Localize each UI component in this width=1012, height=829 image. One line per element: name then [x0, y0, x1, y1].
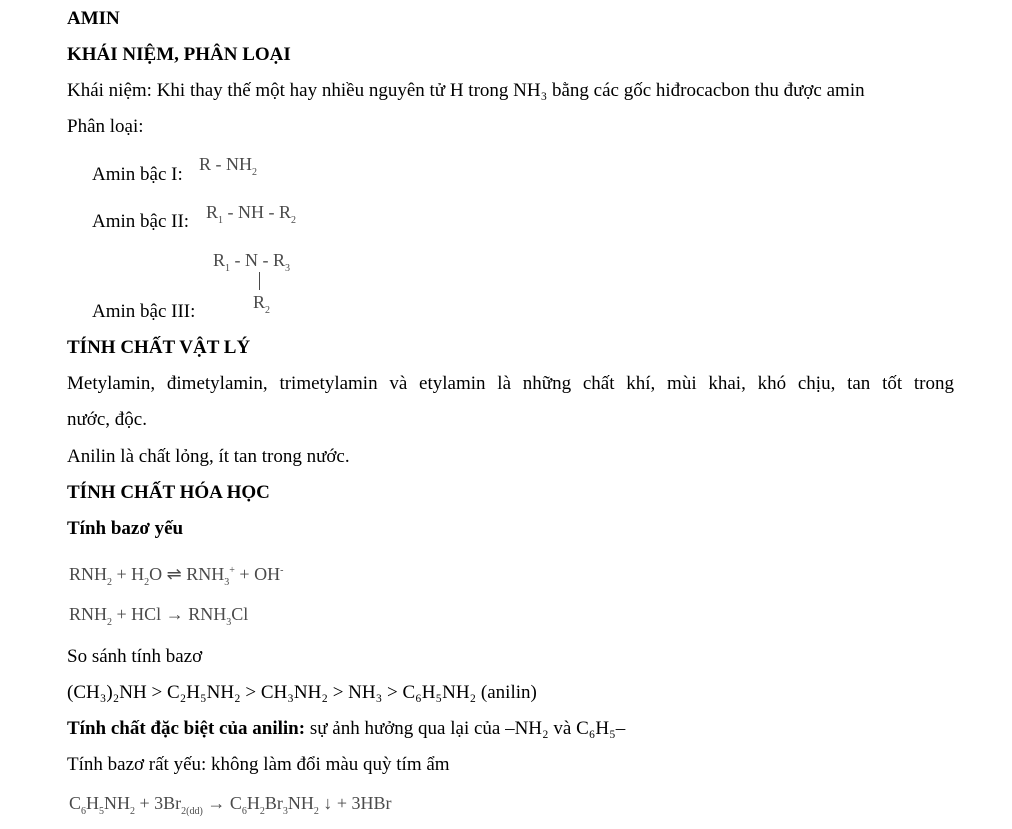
classification-label: Phân loại: [67, 116, 144, 137]
amine-type-3-formula-bottom: $R_2$ [253, 292, 271, 316]
definition-text: Khái niệm: Khi thay thế một hay nhiều nguyên tử H trong NH₃ bằng các gốc hiđrocacbon thu được amin [67, 80, 865, 101]
section-heading-physical: TÍNH CHẤT VẬT LÝ [67, 337, 251, 358]
amine-type-3-bond [259, 272, 260, 290]
physical-paragraph-line-1: Metylamin, đimetylamin, trimetylamin và etylamin là những chất khí, mùi khai, khó chịu, tan tốt trong [67, 373, 954, 394]
reaction-arrow-icon: → [202, 793, 230, 813]
equilibrium-arrow-icon: ⇌ [166, 564, 182, 584]
base-strength-order: (CH₃)₂NH > C₂H₅NH₂ > CH₃NH₂ > NH₃ > C₆H₅NH₂ (anilin) [67, 682, 537, 703]
physical-paragraph-line-2: nước, độc. [67, 409, 147, 430]
reaction-arrow-icon: → [165, 604, 184, 624]
amine-type-2-label: Amin bậc II: [92, 211, 190, 232]
amine-type-2-formula: $R_1$ - NH - $R_2$ [206, 202, 297, 226]
amine-type-3-label: Amin bậc III: [92, 301, 196, 322]
amine-type-1-formula: R - $NH_2$ [199, 154, 257, 178]
equation-amine-hcl: $RNH_2$ + HCl → $RNH_3Cl$ [69, 604, 249, 628]
equation-aniline-bromine: $C_6H_5NH_2 + 3Br_{2(dd)} \to C_6H_2Br_3NH_2$ ↓ + 3HBr [69, 793, 392, 817]
section-heading-definition: KHÁI NIỆM, PHÂN LOẠI [67, 44, 291, 65]
compare-base-label: So sánh tính bazơ [67, 646, 203, 667]
page-title: AMIN [67, 8, 120, 29]
amine-type-3-formula-top: $R_1$ - N - $R_3$ [213, 250, 291, 274]
section-heading-chemical: TÍNH CHẤT HÓA HỌC [67, 482, 270, 503]
equation-amine-water: $RNH_2 + H_2O$ ⇌ $RNH_3^+ + OH^-$ [69, 564, 284, 588]
aniline-special-property: Tính chất đặc biệt của anilin: sự ảnh hưởng qua lại của –NH₂ và C₆H₅– [67, 718, 626, 739]
aniline-weak-base-text: Tính bazơ rất yếu: không làm đổi màu quỳ tím ẩm [67, 754, 450, 775]
weak-base-heading: Tính bazơ yếu [67, 518, 184, 539]
amine-type-1-label: Amin bậc I: [92, 164, 183, 185]
aniline-physical-text: Anilin là chất lỏng, ít tan trong nước. [67, 446, 350, 467]
